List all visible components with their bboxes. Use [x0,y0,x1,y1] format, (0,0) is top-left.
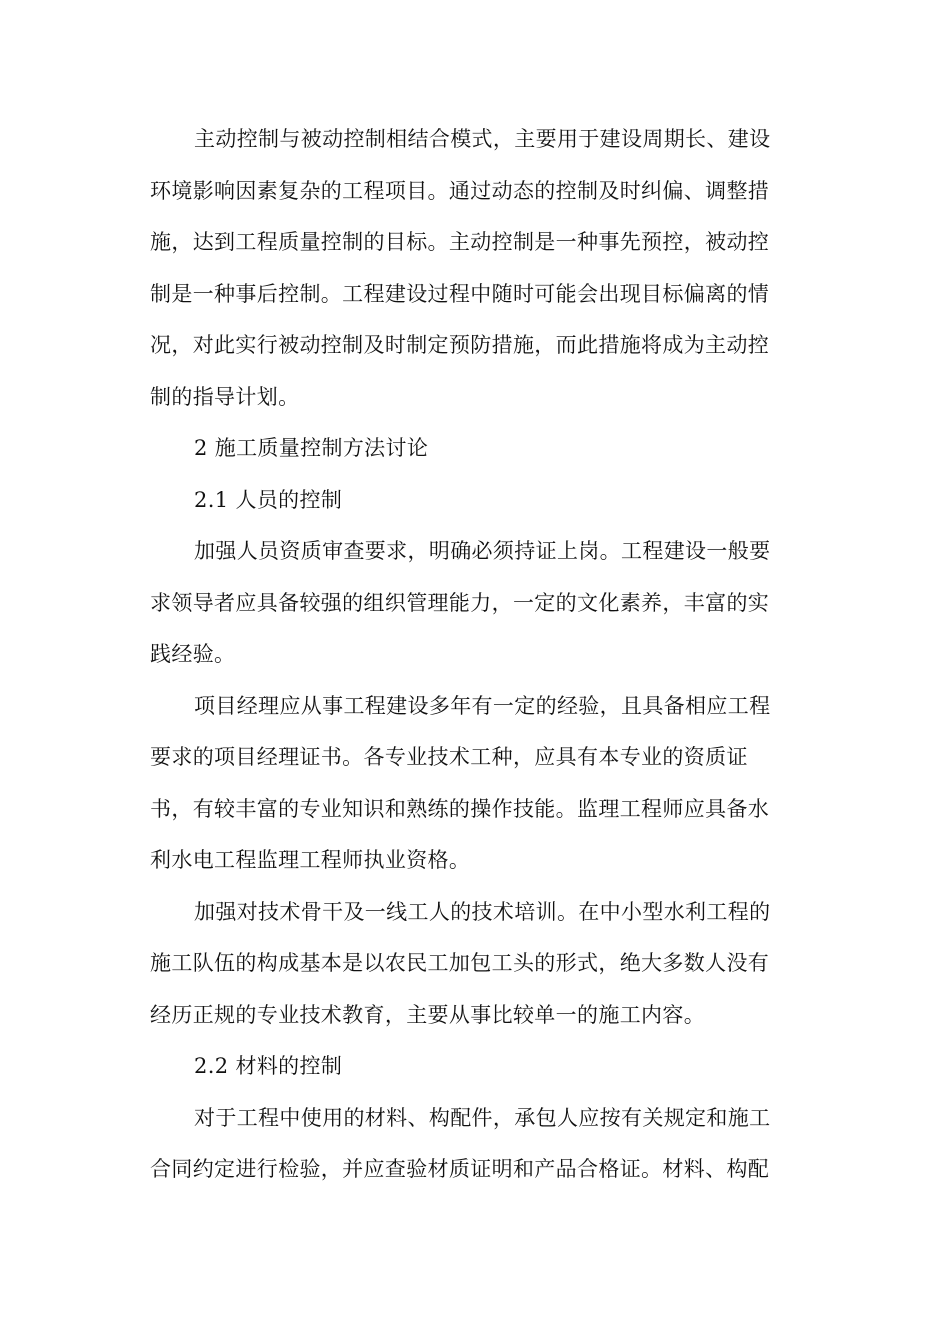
text-line: 加强对技术骨干及一线工人的技术培训。在中小型水利工程的 [194,899,771,924]
text-line: 对于工程中使用的材料、构配件，承包人应按有关规定和施工 [194,1105,771,1130]
text-line: 环境影响因素复杂的工程项目。通过动态的控制及时纠偏、调整措 [150,178,770,203]
paragraph-control-modes [150,114,802,423]
paragraph-materials-inspection [150,1093,802,1196]
text-line: 要求的项目经理证书。各专业技术工种，应具有本专业的资质证 [150,745,748,769]
text-line: 合同约定进行检验，并应查验材质证明和产品合格证。材料、构配 [150,1157,770,1181]
paragraph-project-manager [150,681,802,887]
text-line: 制是一种事后控制。工程建设过程中随时可能会出现目标偏离的情 [150,281,770,306]
document-body [150,114,802,1196]
paragraph-technical-training [150,887,802,1042]
text-line: 加强人员资质审查要求，明确必须持证上岗。工程建设一般要 [194,539,771,563]
text-line: 经历正规的专业技术教育，主要从事比较单一的施工内容。 [150,1002,706,1027]
text-line: 制的指导计划。 [150,384,300,409]
section-heading-2-1: 2.1 人员的控制 [194,487,343,512]
text-line: 求领导者应具备较强的组织管理能力，一定的文化素养，丰富的实 [150,590,770,615]
text-line: 利水电工程监理工程师执业资格。 [150,848,471,872]
text-line: 践经验。 [150,642,236,666]
text-line: 书，有较丰富的专业知识和熟练的操作技能。监理工程师应具备水 [150,796,770,821]
text-line: 施，达到工程质量控制的目标。主动控制是一种事先预控，被动控 [150,230,770,254]
section-heading-2-2: 2.2 材料的控制 [194,1054,343,1078]
text-line: 主动控制与被动控制相结合模式，主要用于建设周期长、建设 [194,127,771,151]
text-line: 项目经理应从事工程建设多年有一定的经验，且具备相应工程 [194,693,771,718]
text-line: 施工队伍的构成基本是以农民工加包工头的形式，绝大多数人没有 [150,951,770,975]
text-line: 况，对此实行被动控制及时制定预防措施，而此措施将成为主动控 [150,333,770,357]
section-heading-2: 2 施工质量控制方法讨论 [194,436,429,460]
paragraph-personnel-qualification [150,526,802,681]
